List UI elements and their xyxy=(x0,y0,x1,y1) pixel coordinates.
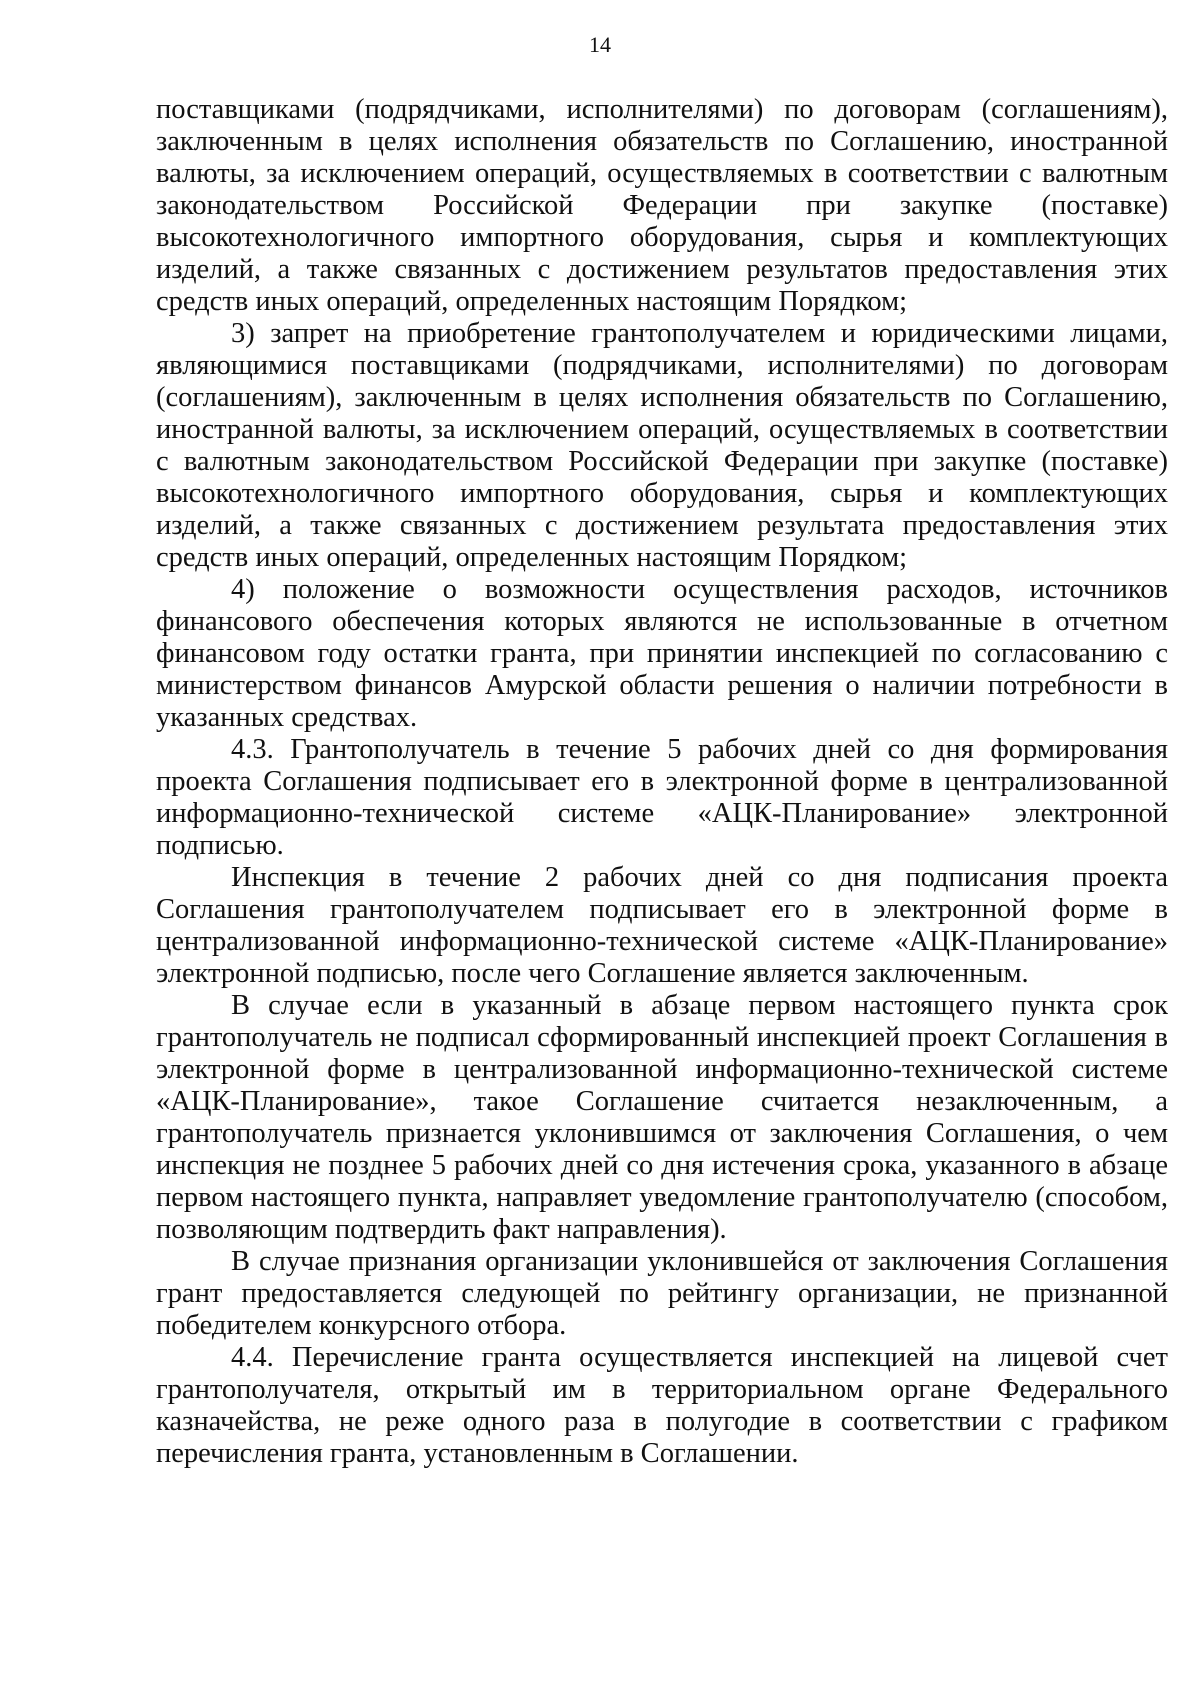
paragraph-4-4: 4.4. Перечисление гранта осуществляется инспекцией на лицевой счет грантополучателя, открытый им в территориальном органе Федерального казначейства, не реже одного раза в полугодие в соответствии с графиком перечисления гранта, установленным в Соглашении. xyxy=(156,1342,1168,1469)
page-number: 14 xyxy=(589,32,611,57)
paragraph-inspection-signing: Инспекция в течение 2 рабочих дней со дня подписания проекта Соглашения грантополучателем подписывает его в электронной форме в централизованной информационно-технической системе «АЦК-Планирование» электронной подписью, после чего Соглашение является заключенным. xyxy=(156,862,1168,989)
paragraph-item-3: 3) запрет на приобретение грантополучателем и юридическими лицами, являющимися поставщиками (подрядчиками, исполнителями) по договорам (соглашениям), заключенным в целях исполнения обязательств по Соглашению, иностранной валюты, за исключением операций, осуществляемых в соответствии с валютным законодательством Российской Федерации при закупке (поставке) высокотехнологичного импортного оборудования, сырья и комплектующих изделий, а также связанных с достижением результата предоставления этих средств иных операций, определенных настоящим Порядком; xyxy=(156,318,1168,573)
paragraph-item-4: 4) положение о возможности осуществления расходов, источников финансового обеспечения которых являются не использованные в отчетном финансовом году остатки гранта, при принятии инспекцией по согласованию с министерством финансов Амурской области решения о наличии потребности в указанных средствах. xyxy=(156,574,1168,733)
document-body xyxy=(156,94,1168,1470)
paragraph-continuation: поставщиками (подрядчиками, исполнителями) по договорам (соглашениям), заключенным в целях исполнения обязательств по Соглашению, иностранной валюты, за исключением операций, осуществляемых в соответствии с валютным законодательством Российской Федерации при закупке (поставке) высокотехнологичного импортного оборудования, сырья и комплектующих изделий, а также связанных с достижением результатов предоставления этих средств иных операций, определенных настоящим Порядком; xyxy=(156,94,1168,317)
paragraph-evasion: В случае признания организации уклонившейся от заключения Соглашения грант предоставляется следующей по рейтингу организации, не признанной победителем конкурсного отбора. xyxy=(156,1246,1168,1341)
paragraph-not-signed: В случае если в указанный в абзаце первом настоящего пункта срок грантополучатель не подписал сформированный инспекцией проект Соглашения в электронной форме в централизованной информационно-технической системе «АЦК-Планирование», такое Соглашение считается незаключенным, а грантополучатель признается уклонившимся от заключения Соглашения, о чем инспекция не позднее 5 рабочих дней со дня истечения срока, указанного в абзаце первом настоящего пункта, направляет уведомление грантополучателю (способом, позволяющим подтвердить факт направления). xyxy=(156,990,1168,1245)
paragraph-4-3: 4.3. Грантополучатель в течение 5 рабочих дней со дня формирования проекта Соглашения подписывает его в электронной форме в централизованной информационно-технической системе «АЦК-Планирование» электронной подписью. xyxy=(156,734,1168,861)
